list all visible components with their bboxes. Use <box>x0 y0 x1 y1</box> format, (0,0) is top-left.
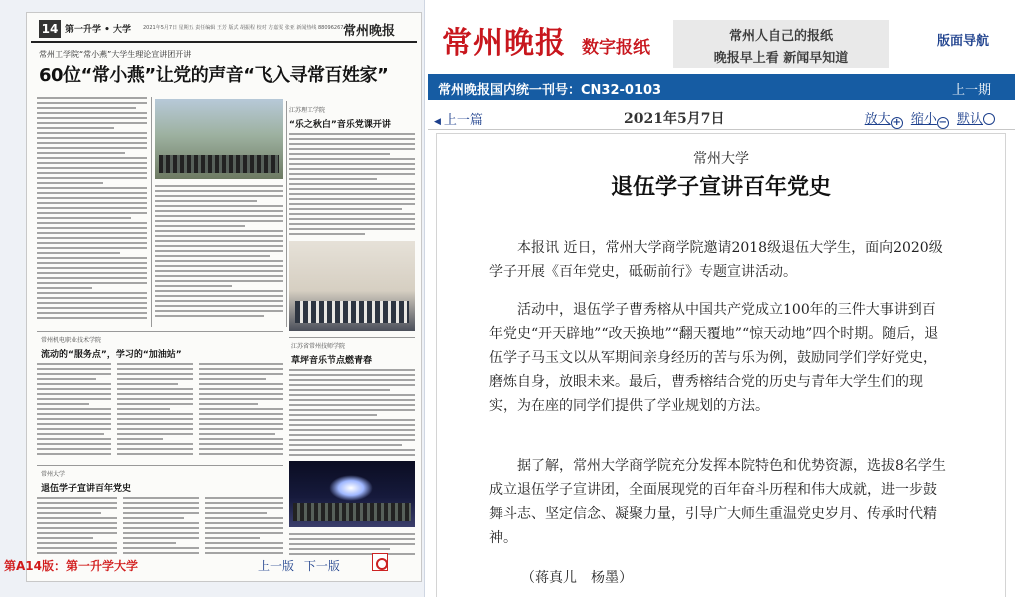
article-panel <box>436 133 1006 597</box>
article-paragraph: 活动中，退伍学子曹秀榕从中国共产党成立100年的三件大事讲到百年党史“开天辟地”“改天换地”“翻天覆地”“惊天动地”四个时期。随后，退伍学子马玉文以从军期间亲身经历的苦与乐为例，鼓励同学们学好党史，磨炼自身，放眼未来。最后，曹秀榕结合党的历史与青年大学生们的现实，为在座的同学们提供了学业规划的方法。 <box>489 302 939 414</box>
issue-title: 常州晚报国内统一刊号：CN32-0103 <box>438 83 662 98</box>
article-author: （蒋真儿 杨墨） <box>521 570 633 586</box>
newspaper-page-image[interactable] <box>26 12 422 582</box>
story4-photo[interactable] <box>289 461 415 527</box>
pdf-icon[interactable] <box>372 553 388 571</box>
article-toolbar <box>428 104 1015 130</box>
page-number: 14 <box>39 20 61 38</box>
site-logo-sub: 数字报纸 <box>582 38 650 58</box>
story4-photo-crowd <box>293 503 411 521</box>
next-page-link[interactable]: 下一版 <box>303 559 340 573</box>
lead-photo[interactable] <box>155 99 283 179</box>
article-title: 退伍学子宣讲百年党史 <box>610 174 831 200</box>
story3-school: 常州机电职业技术学院 <box>41 337 102 344</box>
page-brand: 常州晚报 <box>342 24 395 39</box>
lead-photo-crowd <box>159 155 279 173</box>
lead-headline[interactable]: 60位“常小燕”让党的声音“飞入寻常百姓家” <box>39 65 389 86</box>
zoom-out-icon[interactable] <box>937 117 949 129</box>
story2-photo-people <box>295 301 409 323</box>
slogan-line2: 晚报早上看 新闻早知道 <box>713 51 849 66</box>
story5-school: 常州大学 <box>41 471 66 478</box>
slogan-box <box>673 20 889 68</box>
zoom-out-button[interactable]: 缩小 <box>910 112 937 127</box>
story4-text-2[interactable] <box>289 533 415 558</box>
layout-nav-link[interactable]: 版面导航 <box>936 34 989 49</box>
edition-info: 2021年5月7日 星期五 责任编辑 王芳 版式 胡振程 校对 方嘉雯 张亚 新闻热线 88096267 <box>143 25 344 31</box>
story2-title[interactable]: “乐之秋白”音乐党课开讲 <box>289 120 391 130</box>
row-divider <box>37 465 283 466</box>
site-logo[interactable]: 常州晚报 <box>442 26 566 61</box>
triangle-left-icon: ◀ <box>434 117 441 127</box>
zoom-in-button[interactable]: 放大 <box>864 112 891 127</box>
column-divider <box>151 97 152 327</box>
story5-title[interactable]: 退伍学子宣讲百年党史 <box>41 484 132 494</box>
zoom-default-button[interactable]: 默认 <box>956 112 983 127</box>
column-divider <box>286 101 287 327</box>
story2-photo[interactable] <box>289 241 415 331</box>
story4-title[interactable]: 草坪音乐节点燃青春 <box>291 356 373 366</box>
row-divider <box>289 337 415 338</box>
story5-text-col1[interactable] <box>37 497 117 557</box>
story4-text[interactable] <box>289 369 415 459</box>
story5-text-col2[interactable] <box>123 497 199 557</box>
story3-text-col3[interactable] <box>199 363 283 458</box>
page-nav <box>258 557 346 574</box>
issue-bar <box>428 74 1015 100</box>
article-subtitle: 常州大学 <box>693 151 749 167</box>
page-thumbnail-panel <box>0 0 425 597</box>
story3-text-col2[interactable] <box>117 363 193 458</box>
page-section: 第一升学 • 大学 <box>65 25 132 35</box>
lead-kicker[interactable]: 常州工学院“常小燕”大学生理论宣讲团开讲 <box>39 50 192 59</box>
article-paragraph: 本报讯 近日，常州大学商学院邀请2018级退伍大学生，面向2020级学子开展《百年党史，砥砺前行》专题宣讲活动。 <box>489 240 943 280</box>
stage-light <box>329 475 373 501</box>
story4-school: 江苏省常州技师学院 <box>291 343 346 350</box>
lead-story-text-2[interactable] <box>155 185 283 320</box>
masthead <box>428 0 1015 72</box>
story3-text-col1[interactable] <box>37 363 111 458</box>
page-label: 第A14版：第一升学大学 <box>4 559 138 573</box>
prev-article-label: 上一篇 <box>443 113 483 128</box>
prev-issue-link[interactable]: 上一期 <box>951 83 991 98</box>
story2-text[interactable] <box>289 133 415 238</box>
issue-date: 2021年5月7日 <box>624 111 725 127</box>
article-paragraph: 据了解，常州大学商学院充分发挥本院特色和优势资源，选拔8名学生成立退伍学子宣讲团，全面展现党的百年奋斗历程和伟大成就，进一步鼓舞斗志、坚定信念、凝聚力量，引导广大师生重温党史岁月、传承时代精神。 <box>489 458 946 546</box>
page-header <box>31 17 417 43</box>
story5-text-col3[interactable] <box>205 497 283 557</box>
lead-story-text[interactable] <box>37 97 147 322</box>
zoom-controls <box>865 108 999 129</box>
story2-school: 江苏理工学院 <box>289 107 326 114</box>
prev-page-link[interactable]: 上一版 <box>258 559 295 573</box>
row-divider <box>37 331 283 332</box>
story3-title[interactable]: 流动的“服务点”，学习的“加油站” <box>41 350 182 360</box>
radio-icon[interactable] <box>983 113 995 125</box>
prev-article-link[interactable] <box>434 109 483 128</box>
zoom-in-icon[interactable] <box>891 117 903 129</box>
slogan-line1: 常州人自己的报纸 <box>728 29 833 44</box>
